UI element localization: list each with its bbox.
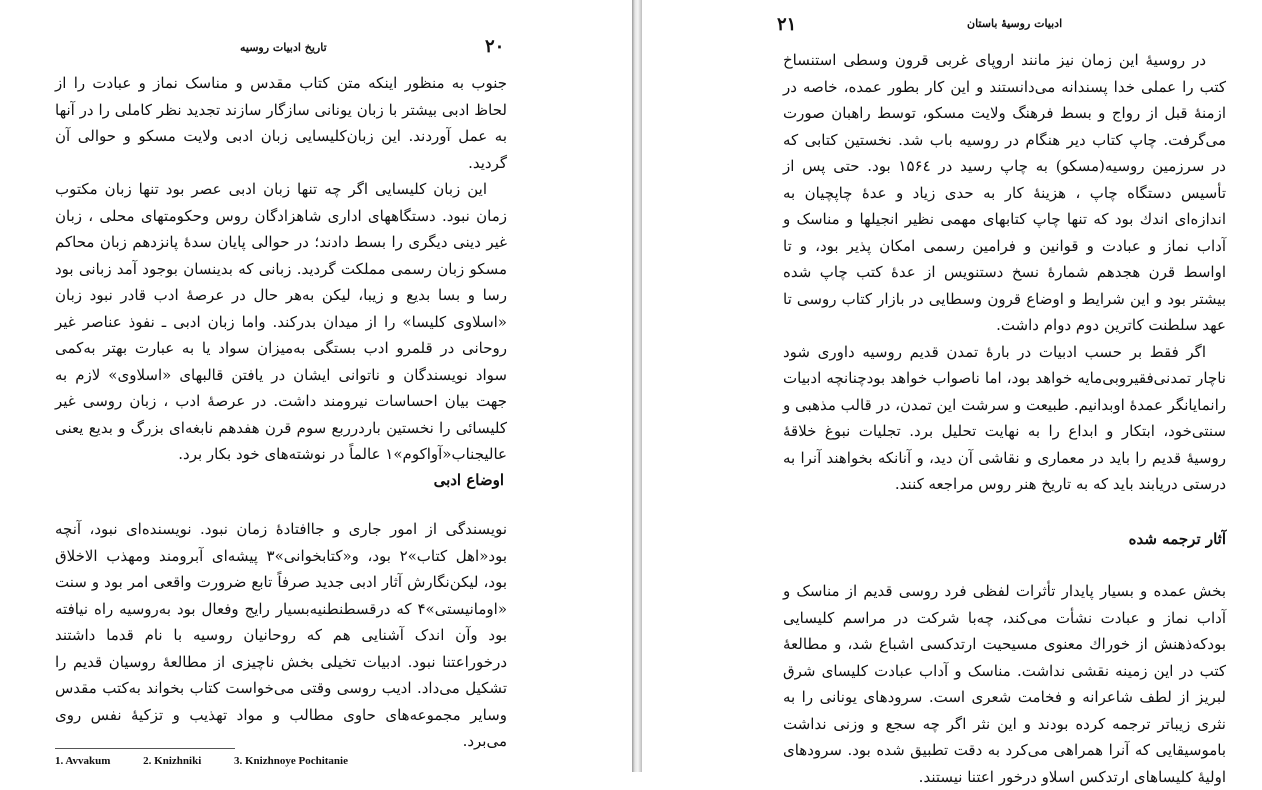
paragraph: نویسندگی از امور جاری و جاافتادهٔ زمان نبود. نویسنده‌ای نبود، آنچه بود«اهل کتاب»۲ بود، و«کتابخوانی»۳ پیشه‌ای آبرومند ومهذب الاخلاق بود، لیکن‌نگارش آثار ادبی جدید صرفاً تابع ضرورت واقعی امر بود و سنت «اومانیستی»۴ که درقسطنطنیه‌بسیار رایج وفعال بود به‌روسیه راه نیافته بود وآن اندک آشنایی هم که روحانیان روسیه با نام قدما داشتند درخوراعتنا نبود. ادبیات تخیلی بخش ناچیزی از مطالعهٔ روسیان قدیم را تشکیل می‌داد. ادیب روسی وقتی می‌خواست کتاب بخواند به‌کتب مقدس وسایر مجموعه‌های حاوی مطالب و مواد تهذیب و تزکیهٔ نفس روی می‌برد. xyxy=(55,520,507,750)
page-number: ۲۱ xyxy=(777,14,797,35)
paragraph: اگر فقط بر حسب ادبیات در بارهٔ تمدن قدیم روسیه داوری شود ناچار تمدنی‌فقیروبی‌مایه خواهد بود، اما ناصواب خواهد بودچنانچه ادبیات رانمایانگر عمدهٔ اوبدانیم. طبیعت و سرشت این تمدن، در قالب مذهبی و سنتی‌خود، ابتکار و ابداع را به نهایت تحلیل برد. تجلیات نبوغ خلاقهٔ روسیهٔ قدیم را باید در معماری و نقاشی آن دید، و آنانکه بخواهند آنرا به درستی دریابند باید که به تاریخ هنر روس مراجعه کنند. xyxy=(783,342,1226,493)
book-gutter xyxy=(632,0,642,772)
section-text xyxy=(783,578,1226,790)
page-number: ۲۰ xyxy=(485,36,505,57)
left-page xyxy=(0,0,632,772)
body-text xyxy=(55,70,507,468)
section-heading: آثار ترجمه شده xyxy=(1128,530,1226,548)
paragraph: جنوب به منظور اینکه متن کتاب مقدس و مناسک نماز و عبادت را از لحاظ ادبی بیشتر با زبان یونانی سازگار سازند تجدید نظر کاملی را در آنها به عمل آوردند. این زبان‌کلیسایی زبان ادبی ولایت مسکو و حوالی آن گردید. xyxy=(55,74,507,172)
right-page xyxy=(642,0,1262,786)
footnote-1: 1. Avvakum xyxy=(55,755,111,767)
paragraph: در روسیهٔ این زمان نیز مانند اروپای غربی قرون وسطی استنساخ کتب را عملی خدا پسندانه می‌دانستند و این کار بطور عمده، خاصه در ازمنهٔ قبل از رواج و بسط فرهنگ ولایت مسکو، توسط راهبان صورت می‌گرفت. چاپ کتاب دیر هنگام در روسیه باب شد. نخستین کتابی که در سرزمین روسیه(مسکو) به چاپ رسید در ۱۵۶٤ بود. حتی پس از تأسیس دستگاه چاپ ، هزینهٔ کار به حدی زیاد و عدهٔ چاپچیان به اندازه‌ای اندك بود که تنها چاپ کتابهای مهمی نظیر انجیلها و مناسک و آداب نماز و عبادت و قوانین و فرامین رسمی امکان پذیر بود، و تا اواسط قرن هجدهم شمارهٔ نسخ دستنویس از عدهٔ کتب چاپ شده بیشتر بود و این شرایط و اوضاع قرون وسطایی در بازار کتاب روسی تا عهد سلطنت کاترین دوم دوام داشت. xyxy=(783,51,1226,334)
footnotes xyxy=(55,755,378,767)
body-text xyxy=(783,47,1226,498)
footnote-rule xyxy=(55,748,235,749)
paragraph: این زبان کلیسایی اگر چه تنها زبان ادبی عصر بود تنها زبان مکتوب زمان نبود. دستگاههای اداری شاهزادگان روس وحکومتهای محلی ، زبان غیر دینی دیگری را بسط دادند؛ در حوالی پایان سدهٔ پانزدهم زبان محاکم مسکو زبان رسمی مملکت گردید. زبانی که بدینسان بوجود آمد زبانی بود رسا و بسا بدیع و زیبا، لیکن به‌هر حال در عرصهٔ ادب قادر نبود زبان «اسلاوی کلیسا» را از میدان بدرکند. واما زبان ادبی ـ نفوذ عناصر غیر روحانی در قلمرو ادب بستگی به‌میزان سواد یا به عبارت بهتر به‌کمی سواد نویسندگان و ناتوانی ایشان در یافتن قالبهای «اسلاوی» لازم به جهت بیان احساسات نیرومند داشت. در عرصهٔ ادب ، زبان روسی غیر کلیسائی را نخستین باردرربع سوم قرن هفدهم نابغه‌ای بزرگ و بدیع یعنی عالیجناب«آواکوم»۱ عالماً در نوشته‌های خود بکار برد. xyxy=(55,180,507,463)
section-heading: اوضاع ادبی xyxy=(433,471,504,489)
paragraph: بخش عمده و بسیار پایدار تأثرات لفظی فرد روسی قدیم از مناسک و آداب نماز و عبادت نشأت می‌کند، چه‌با شرکت در مراسم کلیسایی بودکه‌ذهنش از خوراك معنوی مسیحیت ارتدکسی اشباع شد، و مطالعهٔ کتب در این زمینه نقشی نداشت. مناسک و آداب عبادت کلیسای شرق لبریز از لطف شاعرانه و فخامت شعری است. سرودهای یونانی را به نثری زیباتر ترجمه کرده بودند و این نثر اگر چه سجع و وزنی نداشت باموسیقایی که آنرا همراهی می‌کرد به دقت تطبیق شده بود. سرودهای اولیهٔ کلیساهای ارتدکس اسلاو درخور اعتنا نیستند. xyxy=(783,582,1226,786)
footnote-3: 3. Knizhnoye Pochitanie xyxy=(234,755,348,767)
running-head: تاریخ ادبیات روسیه xyxy=(240,41,327,54)
section-text xyxy=(55,516,507,755)
running-head: ادبیات روسیهٔ باستان xyxy=(967,17,1063,30)
footnote-2: 2. Knizhniki xyxy=(143,755,202,767)
